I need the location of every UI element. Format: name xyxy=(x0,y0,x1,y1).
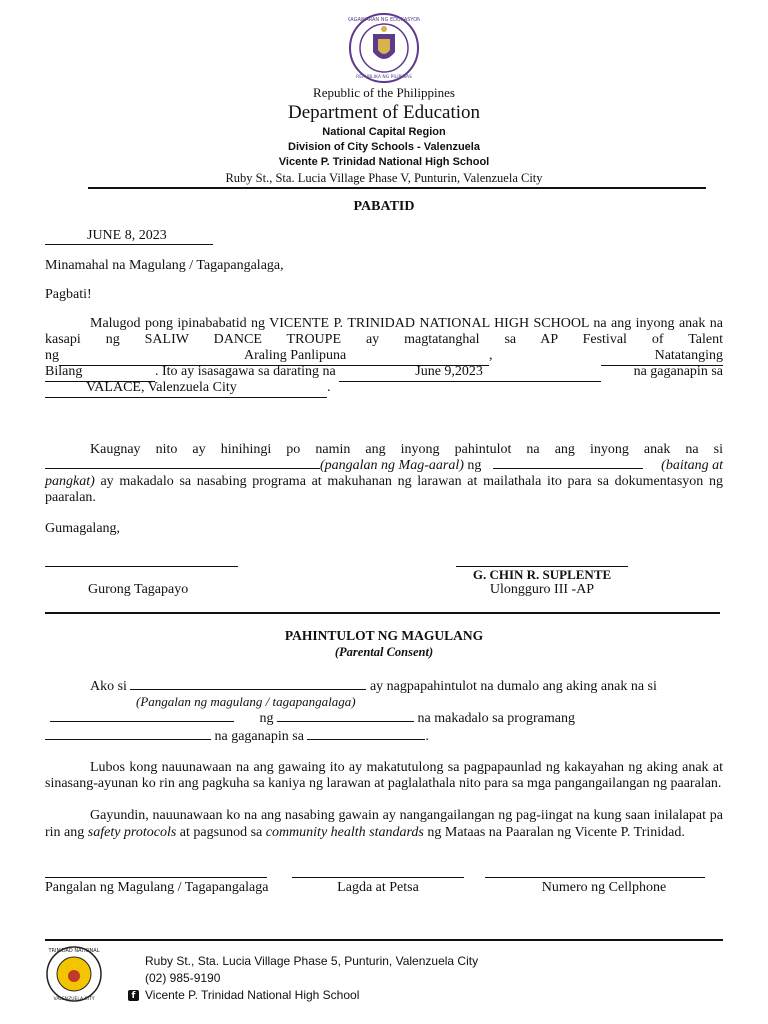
closing: Gumagalang, xyxy=(45,521,121,536)
section-divider xyxy=(45,612,720,614)
footer-divider xyxy=(45,939,723,941)
paragraph-1-mid-text: . Ito ay isasagawa sa darating na xyxy=(155,364,336,379)
consent-paragraph-1-line-1: Lubos kong nauunawaan na ang gawaing ito ay makatutulong sa pagpapaunlad ng kakayahan ng aking anak at xyxy=(90,760,723,775)
date-signature-line xyxy=(292,877,464,878)
footer-phone: (02) 985-9190 xyxy=(145,971,221,985)
program-field xyxy=(45,739,211,740)
consent-paragraph-2-end: ng Mataas na Paaralan ng Vicente P. Trinidad. xyxy=(427,825,685,840)
grade-hint-a: (baitang at xyxy=(661,458,723,473)
consent-paragraph-2-line-2 xyxy=(45,825,723,842)
facebook-icon: f xyxy=(128,990,139,1001)
student-name-field xyxy=(45,468,320,469)
consent-venue-field xyxy=(307,739,425,740)
parent-name-field xyxy=(130,689,366,690)
adviser-signature-line xyxy=(45,566,238,567)
venue-prefix: na gaganapin sa xyxy=(633,364,723,379)
svg-text:REPUBLIKA NG PILIPINAS: REPUBLIKA NG PILIPINAS xyxy=(356,75,412,80)
consent-line-1-text: ay nagpapahintulot na dumalo ang aking anak na si xyxy=(369,679,657,694)
venue-field: VALACE, Valenzuela City xyxy=(45,380,327,398)
category-field: Araling Panlipuna xyxy=(59,348,489,366)
bilang-field: Bilang xyxy=(45,364,155,382)
makadalo-text: na makadalo sa programang xyxy=(417,711,575,726)
svg-text:KAGAWARAN NG EDUKASYON: KAGAWARAN NG EDUKASYON xyxy=(348,17,420,23)
award-field: Natatanging xyxy=(601,348,723,366)
svg-text:TRINIDAD NATIONAL: TRINIDAD NATIONAL xyxy=(48,948,100,954)
consent-title: PAHINTULOT NG MAGULANG xyxy=(284,628,484,643)
footer-address: Ruby St., Sta. Lucia Village Phase 5, Punturin, Valenzuela City xyxy=(145,954,479,968)
parent-signature-label: Pangalan ng Magulang / Tagapangalaga xyxy=(45,880,269,895)
phone-signature-label: Numero ng Cellphone xyxy=(541,880,667,895)
adviser-label: Gurong Tagapayo xyxy=(88,582,189,597)
grade-section-field xyxy=(493,468,643,469)
salutation: Minamahal na Magulang / Tagapangalaga, xyxy=(45,258,284,273)
school-name: Vicente P. Trinidad National High School xyxy=(278,156,490,168)
paragraph-1-line-1: Malugod pong ipinababatid ng VICENTE P. TRINIDAD NATIONAL HIGH SCHOOL na ang inyong anak na xyxy=(90,316,723,331)
parent-name-hint: (Pangalan ng magulang / tagapangalaga) xyxy=(136,694,356,709)
paragraph-1-line-5: VALACE, Valenzuela City . xyxy=(45,380,723,398)
health-standards-text: community health standards xyxy=(265,825,424,840)
paragraph-1-line-4 xyxy=(45,364,723,382)
paragraph-1-line-2: kasapi ng SALIW DANCE TROUPE ay magtatanghal sa AP Festival of Talent xyxy=(45,332,723,347)
paragraph-2-line-3 xyxy=(45,474,723,491)
date-signature-label: Lagda at Petsa xyxy=(337,880,419,895)
division-name: Division of City Schools - Valenzuela xyxy=(288,141,480,153)
header-divider xyxy=(88,187,706,189)
gaganapin-text: na gaganapin sa xyxy=(214,729,304,744)
grade-hint-b: pangkat) xyxy=(45,474,95,489)
ng-label: ng xyxy=(45,348,59,363)
svg-text:VALENZUELA CITY: VALENZUELA CITY xyxy=(53,997,95,1002)
region-name: National Capital Region xyxy=(322,126,446,138)
consent-line-2 xyxy=(45,711,723,728)
ng-label: ng xyxy=(467,458,482,473)
student-name-hint: (pangalan ng Mag-aaral) xyxy=(320,458,464,473)
consent-paragraph-1-line-2: sinasang-ayunan ko rin ang pagkuha sa kaniya ng larawan at paglalathala nito para sa mga pangangailangan ng paaralan. xyxy=(45,776,722,791)
parent-signature-line xyxy=(45,877,267,878)
paragraph-1-line-3: ng Araling Panlipuna , Natatanging xyxy=(45,348,723,366)
paragraph-2-line-2 xyxy=(45,458,723,475)
pagsunod-text: at pagsunod sa xyxy=(179,825,263,840)
rin-ang-text: rin ang xyxy=(45,825,85,840)
event-date-field: June 9,2023 xyxy=(339,364,601,382)
consent-paragraph-2-line-1: Gayundin, nauunawaan ko na ang nasabing gawain ay nangangailangan ng pag-iingat na kung saan inilalapat pa xyxy=(90,808,723,823)
paragraph-2-line-4: paaralan. xyxy=(45,490,96,505)
grade-field xyxy=(277,721,414,722)
ng-label: ng xyxy=(259,711,274,726)
child-name-field xyxy=(50,721,234,722)
paragraph-2-text: ay makadalo sa nasabing programa at makuhanan ng larawan at mailathala ito para sa dokumentasyon ng xyxy=(100,474,723,489)
consent-line-3 xyxy=(45,729,723,746)
paragraph-2-line-1: Kaugnay nito ay hinihingi po namin ang inyong pahintulot na ang inyong anak na si xyxy=(90,442,723,457)
notice-title: PABATID xyxy=(353,199,415,214)
footer-facebook[interactable]: Vicente P. Trinidad National High School xyxy=(145,988,360,1002)
period: . xyxy=(425,729,429,744)
ako-si-label: Ako si xyxy=(90,679,127,694)
department-name: Department of Education xyxy=(287,102,481,123)
greeting: Pagbati! xyxy=(45,287,92,302)
notice-date: JUNE 8, 2023 xyxy=(45,228,213,245)
school-logo xyxy=(45,944,103,1004)
deped-seal xyxy=(348,12,420,84)
safety-protocols-text: safety protocols xyxy=(87,825,177,840)
consent-subtitle: (Parental Consent) xyxy=(334,645,434,659)
republic-line: Republic of the Philippines xyxy=(313,85,455,100)
phone-signature-line xyxy=(485,877,705,878)
signatory-title: Ulongguro III -AP xyxy=(489,582,595,597)
school-address: Ruby St., Sta. Lucia Village Phase V, Punturin, Valenzuela City xyxy=(225,171,543,185)
signatory-name: G. CHIN R. SUPLENTE xyxy=(472,567,612,582)
